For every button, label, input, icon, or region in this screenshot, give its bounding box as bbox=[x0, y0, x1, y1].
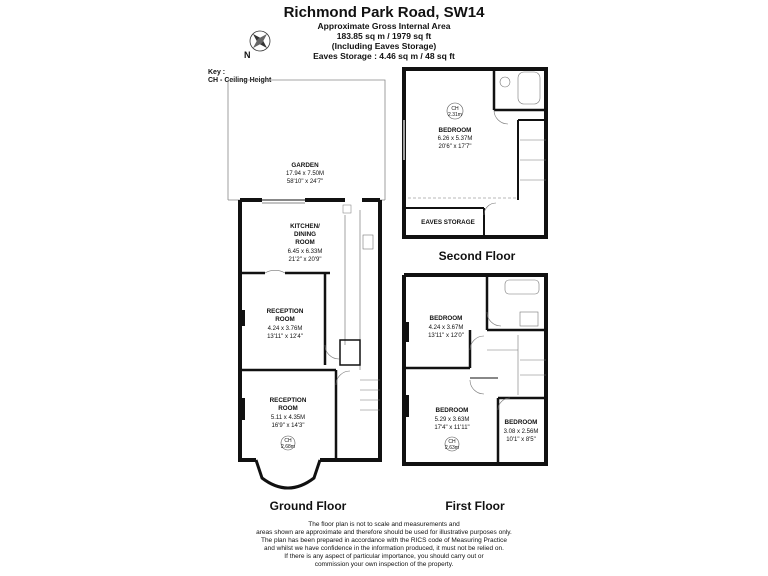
reception1-label-2: ROOM bbox=[275, 316, 295, 323]
key-ch: CH - Ceiling Height bbox=[208, 77, 272, 84]
first-floor-label: First Floor bbox=[445, 499, 505, 513]
key-title: Key : bbox=[208, 69, 226, 76]
garden-area bbox=[228, 80, 385, 200]
area-heading: Approximate Gross Internal Area bbox=[317, 21, 451, 31]
second-floor-plan bbox=[404, 69, 546, 237]
second-bed-metric: 6.26 x 5.37M bbox=[437, 136, 473, 142]
garden-metric: 17.94 x 7.50M bbox=[285, 171, 325, 177]
reception2-label-2: ROOM bbox=[278, 405, 298, 412]
reception1-label-1: RECEPTION bbox=[266, 308, 304, 315]
reception2-imperial: 16'9" x 14'3" bbox=[271, 423, 305, 429]
ground-floor-plan bbox=[240, 200, 380, 488]
reception1-imperial: 13'11" x 12'4" bbox=[267, 334, 303, 340]
first-bed1-metric: 4.24 x 3.67M bbox=[428, 325, 464, 331]
first-bed2-ch-label: CH bbox=[448, 439, 456, 445]
second-bed-imperial: 20'6" x 17'7" bbox=[438, 144, 472, 150]
disclaimer-line: commission your own inspection of the property. bbox=[314, 561, 454, 568]
ground-floor-label: Ground Floor bbox=[269, 499, 347, 513]
reception1-metric: 4.24 x 3.76M bbox=[267, 326, 303, 332]
second-bed-ch-label: CH bbox=[451, 106, 459, 112]
garden-imperial: 58'10" x 24'7" bbox=[286, 179, 324, 185]
kitchen-imperial: 21'2" x 20'9" bbox=[288, 257, 322, 263]
disclaimer-line: If there is any aspect of particular importance, you should carry out or bbox=[284, 553, 484, 560]
second-floor-label: Second Floor bbox=[438, 249, 516, 263]
second-bed-ch-value: 2.31m bbox=[448, 112, 462, 118]
compass-icon bbox=[244, 31, 270, 60]
first-bed2-ch-value: 2.63m bbox=[445, 445, 459, 451]
disclaimer bbox=[0, 521, 768, 569]
garden-label: GARDEN bbox=[291, 162, 319, 169]
reception2-ch-label: CH bbox=[284, 438, 292, 444]
area-note: (Including Eaves Storage) bbox=[331, 41, 437, 51]
area-total: 183.85 sq m / 1979 sq ft bbox=[336, 31, 432, 41]
first-bed2-imperial: 17'4" x 11'11" bbox=[434, 425, 470, 431]
disclaimer-line: The floor plan is not to scale and measurements and bbox=[308, 521, 460, 528]
first-bed3-imperial: 10'1" x 8'5" bbox=[506, 437, 536, 443]
disclaimer-line: areas shown are approximate and therefore should be used for illustrative purposes only. bbox=[256, 529, 512, 536]
kitchen-metric: 6.45 x 6.33M bbox=[287, 249, 323, 255]
kitchen-label-2: DINING bbox=[293, 231, 317, 238]
disclaimer-line: and whilst we have confidence in the information produced, it must not be relied on. bbox=[264, 545, 504, 552]
first-bed2-label: BEDROOM bbox=[435, 407, 469, 414]
first-bed2-metric: 5.29 x 3.63M bbox=[434, 417, 470, 423]
eaves-area: Eaves Storage : 4.46 sq m / 48 sq ft bbox=[313, 51, 455, 61]
first-bed1-label: BEDROOM bbox=[429, 315, 463, 322]
kitchen-label-1: KITCHEN/ bbox=[290, 223, 320, 230]
eaves-label: EAVES STORAGE bbox=[421, 219, 475, 226]
compass-north-label: N bbox=[244, 50, 251, 60]
first-bed3-label: BEDROOM bbox=[504, 419, 538, 426]
second-bed-label: BEDROOM bbox=[438, 127, 472, 134]
kitchen-label-3: ROOM bbox=[295, 239, 315, 246]
first-bed1-imperial: 13'11" x 12'0" bbox=[428, 333, 464, 339]
reception2-label-1: RECEPTION bbox=[269, 397, 307, 404]
first-floor-plan bbox=[404, 275, 546, 464]
first-bed3-metric: 3.08 x 2.56M bbox=[503, 429, 539, 435]
reception2-ch-value: 2.68m bbox=[281, 444, 295, 450]
reception2-metric: 5.11 x 4.35M bbox=[270, 415, 306, 421]
plan-title: Richmond Park Road, SW14 bbox=[283, 4, 485, 21]
disclaimer-line: The plan has been prepared in accordance with the RICS code of Measuring Practice bbox=[260, 537, 508, 544]
